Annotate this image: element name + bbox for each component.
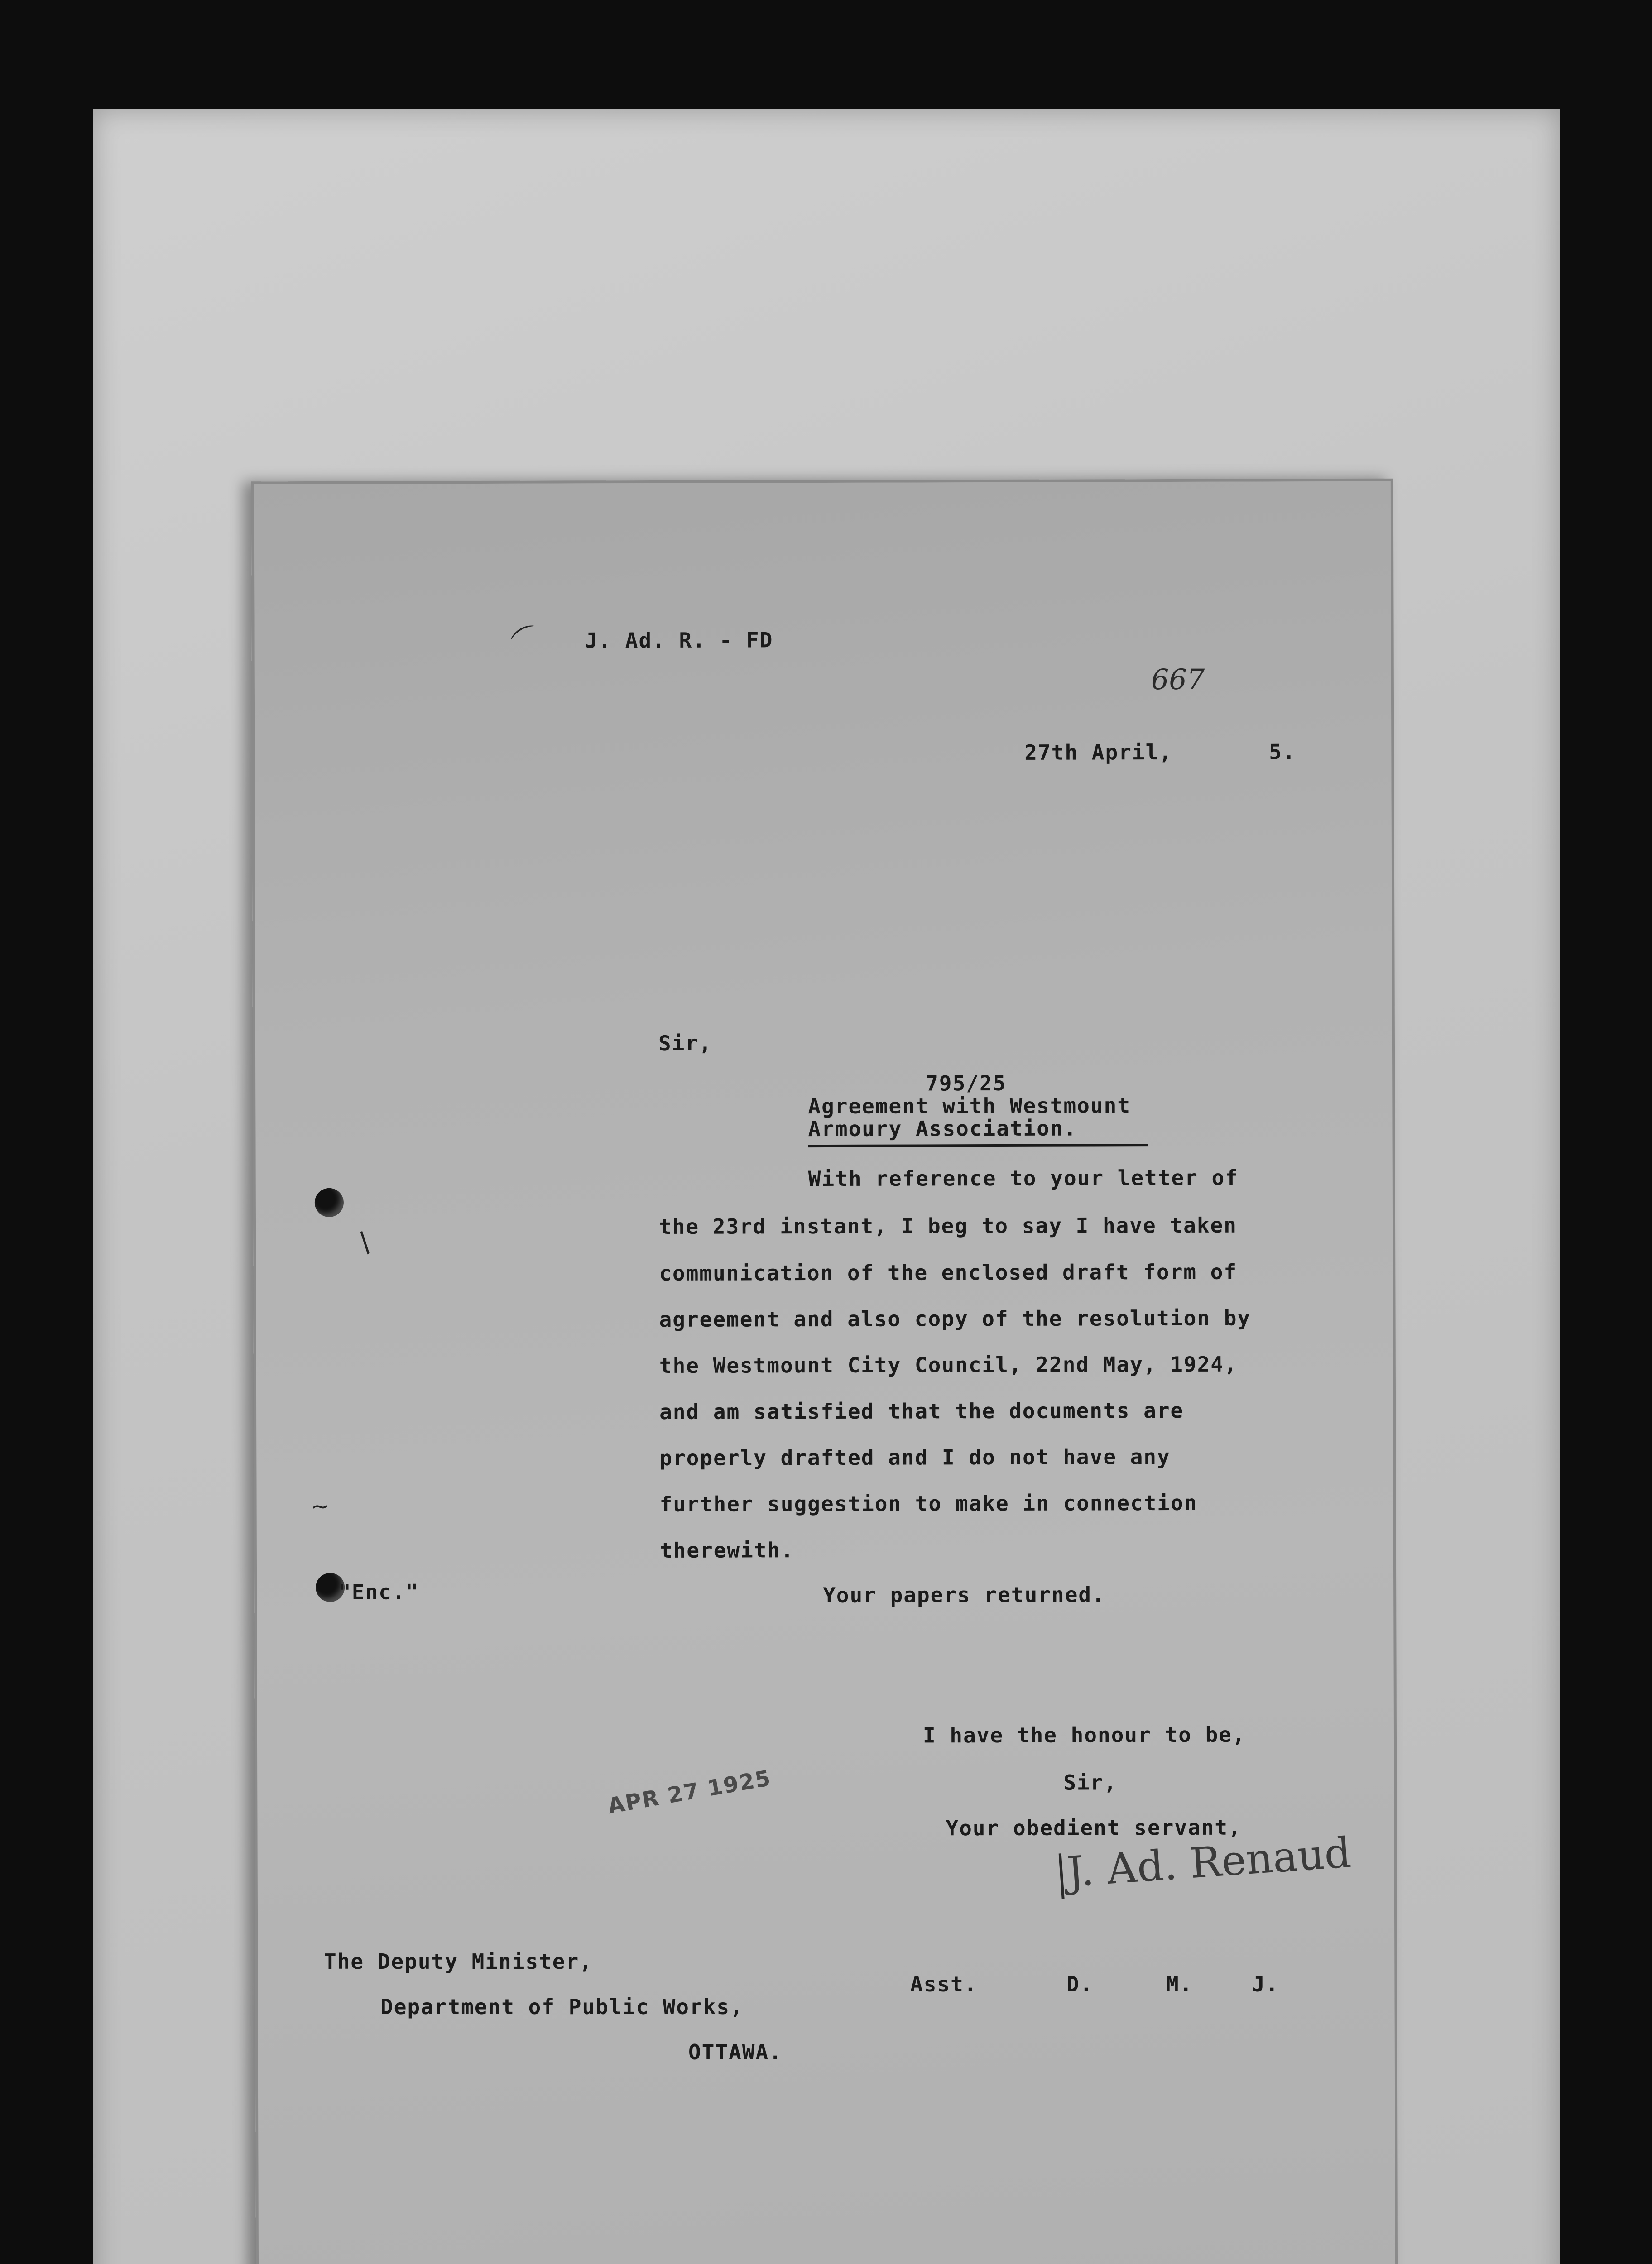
signer-title-j: J. (1252, 1972, 1279, 1996)
body-line-4: agreement and also copy of the resolution by (659, 1305, 1251, 1332)
body-line-6: and am satisfied that the documents are (659, 1398, 1184, 1424)
signer-title-d: D. (1066, 1972, 1094, 1996)
closing-line-3: Your obedient servant, (946, 1815, 1242, 1841)
body-line-3: communication of the enclosed draft form of (659, 1259, 1238, 1285)
body-line-1: With reference to your letter of (808, 1165, 1239, 1191)
pencil-mark: ~ (311, 1493, 329, 1519)
signature-text: J. Ad. Renaud (1065, 1828, 1353, 1897)
body-line-8: further suggestion to make in connection (659, 1490, 1198, 1516)
body-line-9: therewith. (659, 1538, 794, 1563)
closing-line-1: I have the honour to be, (922, 1722, 1246, 1748)
letter-date: 27th April, (1024, 739, 1172, 765)
pen-mark: ⌒ (507, 620, 547, 662)
received-date-stamp: APR 27 1925 (605, 1765, 773, 1819)
file-reference: J. Ad. R. - FD (585, 628, 773, 653)
signer-title-asst: Asst. (910, 1972, 978, 1996)
papers-returned: Your papers returned. (823, 1582, 1105, 1608)
subject-line-2: Armoury Association. (808, 1116, 1077, 1142)
body-line-5: the Westmount City Council, 22nd May, 1924, (659, 1352, 1238, 1378)
recipient-line-3: OTTAWA. (688, 2040, 783, 2064)
pencil-mark: / (351, 1227, 378, 1258)
enclosure-note: "Enc." (338, 1579, 419, 1604)
closing-line-2: Sir, (1063, 1770, 1118, 1795)
subject-underline (808, 1144, 1148, 1147)
recipient-line-1: The Deputy Minister, (324, 1949, 593, 1974)
body-line-2: the 23rd instant, I beg to say I have taken (658, 1213, 1237, 1239)
recipient-line-2: Department of Public Works, (380, 1995, 744, 2019)
punch-hole (315, 1188, 344, 1217)
signer-title-m: M. (1166, 1972, 1193, 1996)
subject-line-1: Agreement with Westmount (808, 1093, 1131, 1119)
year-fragment: 5. (1269, 739, 1296, 764)
subject-number: 795/25 (926, 1070, 1007, 1096)
page-number-stamp: 667 (1151, 662, 1205, 696)
body-line-7: properly drafted and I do not have any (659, 1444, 1171, 1470)
salutation: Sir, (658, 1031, 712, 1055)
